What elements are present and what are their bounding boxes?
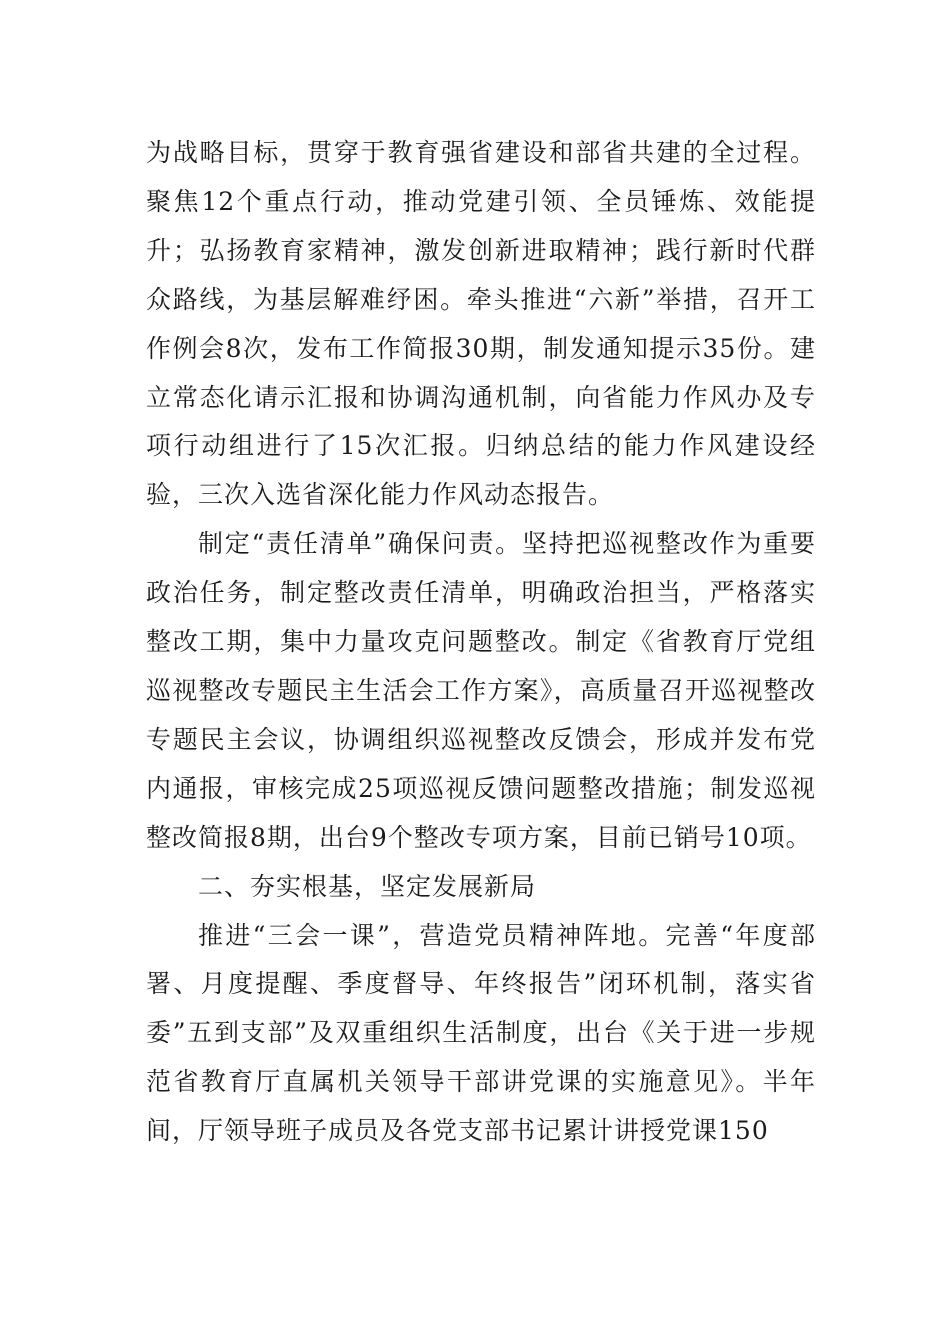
paragraph-strategy: 为战略目标，贯穿于教育强省建设和部省共建的全过程。聚焦12个重点行动，推动党建引领、全员锤炼、效能提升；弘扬教育家精神，激发创新进取精神；践行新时代群众路线，为基层解难纾困。牵头推进“六新”举措，召开工作例会8次，发布工作简报30期，制发通知提示35份。建立常态化请示汇报和协调沟通机制，向省能力作风办及专项行动组进行了15次汇报。归纳总结的能力作风建设经验，三次入选省深化能力作风动态报告。	[146, 138, 816, 510]
section-heading-2: 二、夯实根基，坚定发展新局	[198, 871, 537, 901]
paragraph-three-meetings: 推进“三会一课”，营造党员精神阵地。完善“年度部署、月度提醒、季度督导、年终报告”闭环机制，落实省委”五到支部”及双重组织生活制度，出台《关于进一步规范省教育厅直属机关领导干部讲党课的实施意见》。半年间，厅领导班子成员及各党支部书记累计讲授党课150	[146, 920, 816, 1146]
paragraph-responsibility-list: 制定“责任清单”确保问责。坚持把巡视整改作为重要政治任务，制定整改责任清单，明确政治担当，严格落实整改工期，集中力量攻克问题整改。制定《省教育厅党组巡视整改专题民主生活会工作方案》，高质量召开巡视整改专题民主会议，协调组织巡视整改反馈会，形成并发布党内通报，审核完成25项巡视反馈问题整改措施；制发巡视整改简报8期，出台9个整改专项方案，目前已销号10项。	[146, 529, 816, 852]
document-body	[146, 129, 816, 1156]
